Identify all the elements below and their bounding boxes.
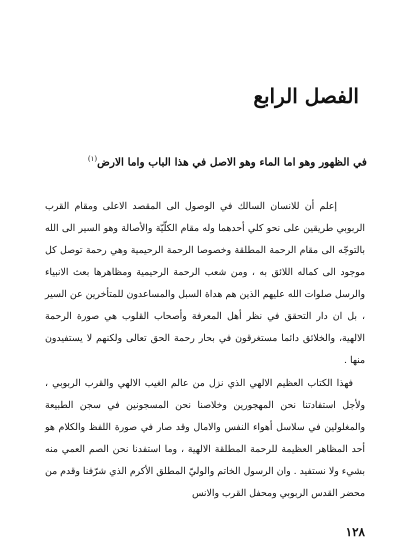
footnote-marker: (١) — [87, 155, 98, 163]
section-heading-text: في الظهور وهو اما الماء وهو الاصل في هذا الباب واما الارض — [97, 156, 367, 169]
paragraph-2: فهذا الكتاب العظيم الالهي الذي نزل من عالم الغيب الالهي والقرب الربوبي ، ولأجل استفادتنا نحن المهجورين وخلاصنا نحن المسجونين في سجن الطبيعة والمغلولين في سلاسل أهواء النفس والامال وقد صار في صورة اللفظ والكلام هو أحد المظاهر العظيمة للرحمة المطلقة الالهية ، وما استفدنا نحن الصم العمي منه بشيء ولا نستفيد . وان الرسول الخاتم والوليّ المطلق الأكرم الذي شرّفنا وقدم من محضر القدس الربوبي ومحفل القرب والانس — [45, 378, 365, 499]
paragraph-1: إعلم أن للانسان السالك في الوصول الى المقصد الاعلى ومقام القرب الربوبي طريقين على نحو كلي أحدهما وله مقام الكلّيّة والأصالة وهو السير الى الله بالتوجّه الى مقام الرحمة المطلقة وخصوصا الرحمة الرحيمية وهي رحمة توصل كل موجود الى كماله اللائق به ، ومن شعب الرحمة الرحيمية ومظاهرها بعث الانبياء والرسل صلوات الله عليهم الذين هم هداة السبل والمساعدون للمتأخرين عن السير ، بل ان دار التحقق في نظر أهل المعرفة وأصحاب القلوب هي صورة الرحمة الالهية، والخلائق دائما مستغرقون في بحار رحمة الحق تعالى ولكنهم لا يستفيدون منها . — [45, 201, 365, 366]
page-number: ١٢٨ — [345, 525, 365, 539]
section-heading — [88, 155, 367, 169]
chapter-title: الفصل الرابع — [253, 84, 359, 108]
